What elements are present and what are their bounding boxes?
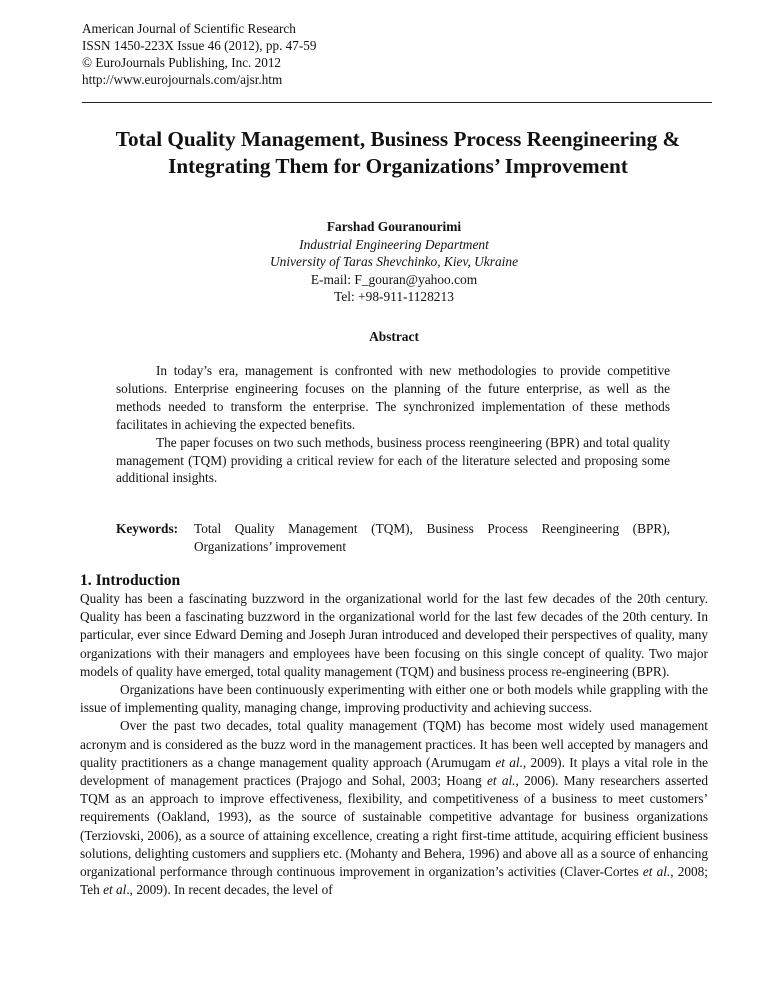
keywords-label: Keywords:: [116, 521, 179, 536]
intro-p3-text-e: , 2006). Many researchers asserted TQM as an approach to improve effectiveness, flexibility, and competitiveness of a business to meet customers’ requirements (Oakland, 1993), as the source of sustainable competitive advantage for business organizations (Terziovski, 2006), as a source of attaining excellence, creating a right first-time attitude, acquiring efficient business solutions, delighting customers and suppliers etc. (Mohanty and Behera, 1996) and above all as a source of enhancing organizational performance through continuous improvement in organization’s activities (Claver-Cortes: [80, 773, 708, 880]
intro-paragraph-1: Quality has been a fascinating buzzword in the organizational world for the last few decades of the 20th century. Quality has been a fascinating buzzword in the organizational world for the last few decades of the 20th century. In particular, ever since Edward Deming and Joseph Juran introduced and developed their perspectives of quality, many organizations with their managers and employees have been focusing on this single concept of quality. Two major models of quality have emerged, total quality management (TQM) and business process re-engineering (BPR).: [80, 591, 708, 679]
intro-p3-etal-1: et al.: [495, 754, 523, 770]
abstract-paragraph-2: The paper focuses on two such methods, business process reengineering (BPR) and total quality management (TQM) providing a critical review for each of the literature selected and proposing some additional insights.: [116, 434, 670, 486]
section-heading-introduction: 1. Introduction: [80, 572, 181, 589]
intro-p3-text-c: , 2009). It plays a vital role in the development of management practices (Prajogo and Sohal, 2003; Hoang: [80, 754, 709, 789]
author-block: [150, 218, 638, 306]
intro-p3-etal-3: et al.: [642, 864, 671, 880]
journal-header: [82, 20, 712, 88]
author-name: Farshad Gouranourimi: [326, 219, 462, 234]
intro-p3-etal-4: et al: [103, 882, 127, 898]
author-department: Industrial Engineering Department: [299, 236, 489, 252]
journal-issn: ISSN 1450-223X Issue 46 (2012), pp. 47-59: [82, 38, 317, 53]
abstract-paragraph-1: In today’s era, management is confronted with new methodologies to provide competitive solutions. Enterprise engineering focuses on the planning of the future enterprise, as well as the methods needed to transform the enterprise. The synchronized implementation of these methods facilitates in achieving the expected benefits.: [116, 363, 670, 432]
paper-title-line-2: Integrating Them for Organizations’ Improvement: [168, 154, 628, 178]
journal-url[interactable]: http://www.eurojournals.com/ajsr.htm: [82, 72, 283, 87]
journal-copyright: © EuroJournals Publishing, Inc. 2012: [82, 55, 282, 70]
intro-p3-text-g: , 2008; Teh: [80, 864, 708, 898]
paper-title-line-1: Total Quality Management, Business Process Reengineering &: [115, 127, 681, 151]
abstract-heading: Abstract: [369, 329, 419, 344]
intro-p3-etal-2: et al.: [486, 773, 516, 789]
author-email: E-mail: F_gouran@yahoo.com: [310, 271, 478, 287]
intro-p3-text-i: ., 2009). In recent decades, the level of: [126, 882, 333, 898]
abstract-body: [116, 362, 670, 487]
intro-p3-text-a: Over the past two decades, total quality management (TQM) has become most widely used management acronym and is considered as the buzz word in the management practices. It has been well accepted by managers and quality practitioners as a change management quality approach (Arumugam: [80, 718, 708, 770]
author-phone: Tel: +98-911-1128213: [334, 289, 454, 305]
author-university: University of Taras Shevchinko, Kiev, Ukraine: [269, 254, 519, 270]
header-divider: [82, 102, 712, 103]
paper-title: [70, 126, 726, 180]
intro-paragraph-3: [80, 717, 708, 899]
introduction-body: [80, 590, 708, 899]
keywords-text: Total Quality Management (TQM), Business Process Reengineering (BPR), Organizations’ improvement: [194, 521, 670, 554]
journal-name: American Journal of Scientific Research: [82, 21, 296, 36]
intro-paragraph-2: Organizations have been continuously experimenting with either one or both models while grappling with the issue of implementing quality, managing change, improving productivity and achieving success.: [80, 682, 708, 716]
